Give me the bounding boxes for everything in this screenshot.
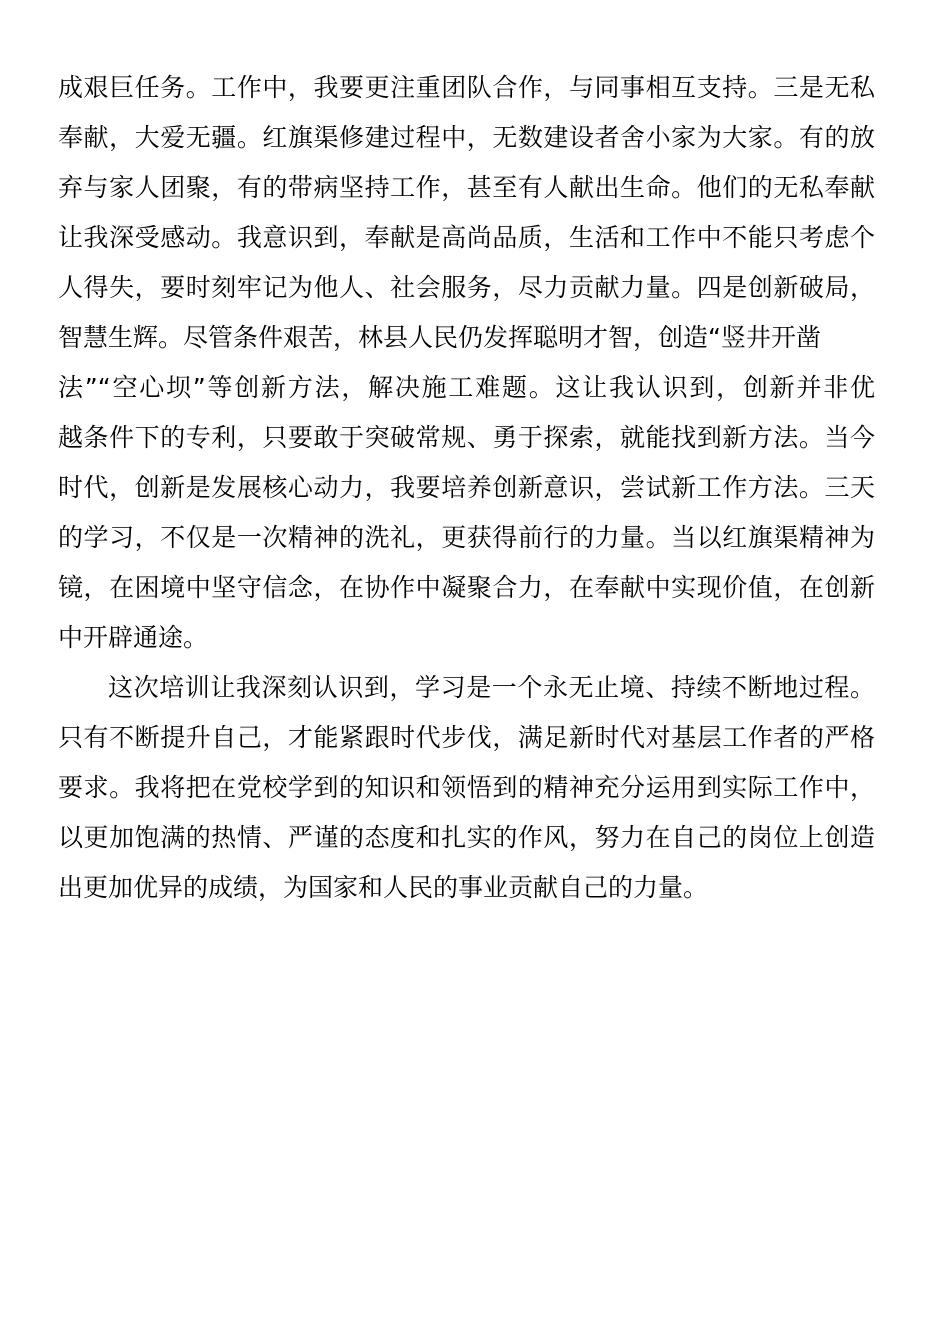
text-line: 成艰巨任务。工作中，我要更注重团队合作，与同事相互支持。三是无私 <box>58 73 875 102</box>
text-line: 这次培训让我深刻认识到，学习是一个永无止境、持续不断地过程。 <box>108 673 875 702</box>
text-line: 要求。我将把在党校学到的知识和领悟到的精神充分运用到实际工作中， <box>58 773 875 802</box>
text-line: 法”“空心坝”等创新方法，解决施工难题。这让我认识到，创新并非优 <box>58 373 875 402</box>
text-line: 的学习，不仅是一次精神的洗礼，更获得前行的力量。当以红旗渠精神为 <box>58 523 875 552</box>
text-line: 以更加饱满的热情、严谨的态度和扎实的作风，努力在自己的岗位上创造 <box>58 823 875 852</box>
document-body <box>58 63 875 913</box>
text-line: 只有不断提升自己，才能紧跟时代步伐，满足新时代对基层工作者的严格 <box>58 723 875 752</box>
text-line: 中开辟通途。 <box>58 623 209 652</box>
text-line: 让我深受感动。我意识到，奉献是高尚品质，生活和工作中不能只考虑个 <box>58 223 875 252</box>
text-line: 时代，创新是发展核心动力，我要培养创新意识，尝试新工作方法。三天 <box>58 473 875 502</box>
text-line: 越条件下的专利，只要敢于突破常规、勇于探索，就能找到新方法。当今 <box>58 423 875 452</box>
paragraph-2 <box>58 663 875 913</box>
text-line: 弃与家人团聚，有的带病坚持工作，甚至有人献出生命。他们的无私奉献 <box>58 173 875 202</box>
text-line: 智慧生辉。尽管条件艰苦，林县人民仍发挥聪明才智，创造“竖井开凿 <box>58 323 821 352</box>
text-line: 奉献，大爱无疆。红旗渠修建过程中，无数建设者舍小家为大家。有的放 <box>58 123 875 152</box>
paragraph-1 <box>58 63 875 663</box>
text-line: 出更加优异的成绩，为国家和人民的事业贡献自己的力量。 <box>58 873 709 902</box>
text-line: 镜，在困境中坚守信念，在协作中凝聚合力，在奉献中实现价值，在创新 <box>58 573 875 602</box>
text-line: 人得失，要时刻牢记为他人、社会服务，尽力贡献力量。四是创新破局， <box>58 273 875 302</box>
